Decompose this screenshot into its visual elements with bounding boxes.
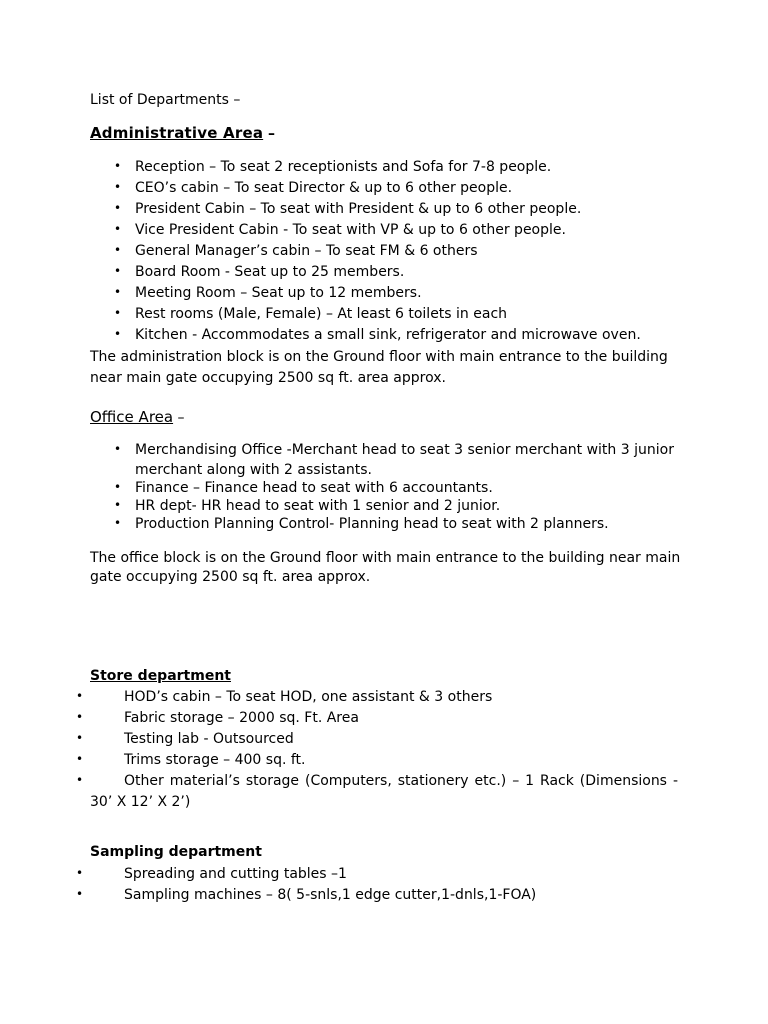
list-item-text: Trims storage – 400 sq. ft.: [124, 752, 306, 768]
bullet-icon: •: [114, 180, 122, 194]
administrative-paragraph-line-2: near main gate occupying 2500 sq ft. area approx.: [90, 370, 446, 386]
list-item-text: Other material’s storage (Computers, stationery etc.) – 1 Rack (Dimensions -: [124, 773, 678, 789]
office-area-heading-dash: –: [173, 410, 185, 426]
office-area-heading-text: Office Area: [90, 408, 174, 426]
list-item-text: Sampling machines – 8( 5-snls,1 edge cutter,1-dnls,1-FOA): [124, 887, 537, 903]
list-item-text: General Manager’s cabin – To seat FM & 6 others: [135, 243, 478, 259]
bullet-icon: •: [76, 689, 84, 703]
bullet-icon: •: [114, 498, 122, 512]
bullet-icon: •: [114, 480, 122, 494]
bullet-icon: •: [114, 327, 122, 341]
bullet-icon: •: [76, 731, 84, 745]
bullet-icon: •: [114, 442, 122, 456]
administrative-area-heading-dash: –: [263, 126, 276, 142]
bullet-icon: •: [76, 866, 84, 880]
list-item-text: Testing lab - Outsourced: [124, 731, 294, 747]
bullet-icon: •: [76, 752, 84, 766]
list-item-text: Production Planning Control- Planning head to seat with 2 planners.: [135, 516, 609, 532]
bullet-icon: •: [114, 243, 122, 257]
list-of-departments-title: List of Departments –: [90, 92, 241, 108]
list-item-text: Vice President Cabin - To seat with VP & up to 6 other people.: [135, 222, 566, 238]
office-area-heading: [90, 408, 185, 426]
list-item-text: Fabric storage – 2000 sq. Ft. Area: [124, 710, 359, 726]
list-item-text: Rest rooms (Male, Female) – At least 6 toilets in each: [135, 306, 508, 322]
list-item-text: Finance – Finance head to seat with 6 accountants.: [135, 480, 493, 496]
bullet-icon: •: [114, 201, 122, 215]
administrative-area-heading: [90, 124, 275, 142]
list-item-text: Merchandising Office -Merchant head to seat 3 senior merchant with 3 junior: [135, 442, 674, 458]
office-paragraph-line-2: gate occupying 2500 sq ft. area approx.: [90, 569, 371, 585]
bullet-icon: •: [114, 306, 122, 320]
bullet-icon: •: [114, 285, 122, 299]
bullet-icon: •: [114, 222, 122, 236]
list-item-text: President Cabin – To seat with President & up to 6 other people.: [135, 201, 582, 217]
list-item-text: HR dept- HR head to seat with 1 senior and 2 junior.: [135, 498, 501, 514]
sampling-department-heading: Sampling department: [90, 844, 262, 860]
list-item-text: Kitchen - Accommodates a small sink, refrigerator and microwave oven.: [135, 327, 641, 343]
administrative-area-heading-text: Administrative Area: [90, 124, 264, 142]
list-item-text: HOD’s cabin – To seat HOD, one assistant & 3 others: [124, 689, 493, 705]
store-item-continuation: 30’ X 12’ X 2’): [90, 794, 191, 810]
bullet-icon: •: [114, 516, 122, 530]
bullet-icon: •: [76, 887, 84, 901]
bullet-icon: •: [114, 264, 122, 278]
office-paragraph-line-1: The office block is on the Ground floor with main entrance to the building near main: [90, 550, 681, 566]
store-department-heading: Store department: [90, 668, 231, 684]
list-item-text: Reception – To seat 2 receptionists and Sofa for 7-8 people.: [135, 159, 552, 175]
administrative-paragraph-line-1: The administration block is on the Ground floor with main entrance to the building: [90, 349, 668, 365]
list-item-text: Board Room - Seat up to 25 members.: [135, 264, 405, 280]
list-item-text: Meeting Room – Seat up to 12 members.: [135, 285, 422, 301]
bullet-icon: •: [114, 159, 122, 173]
list-item-text-continuation: merchant along with 2 assistants.: [135, 462, 372, 478]
list-item-text: Spreading and cutting tables –1: [124, 866, 347, 882]
bullet-icon: •: [76, 773, 84, 787]
bullet-icon: •: [76, 710, 84, 724]
list-item-text: CEO’s cabin – To seat Director & up to 6 other people.: [135, 180, 513, 196]
